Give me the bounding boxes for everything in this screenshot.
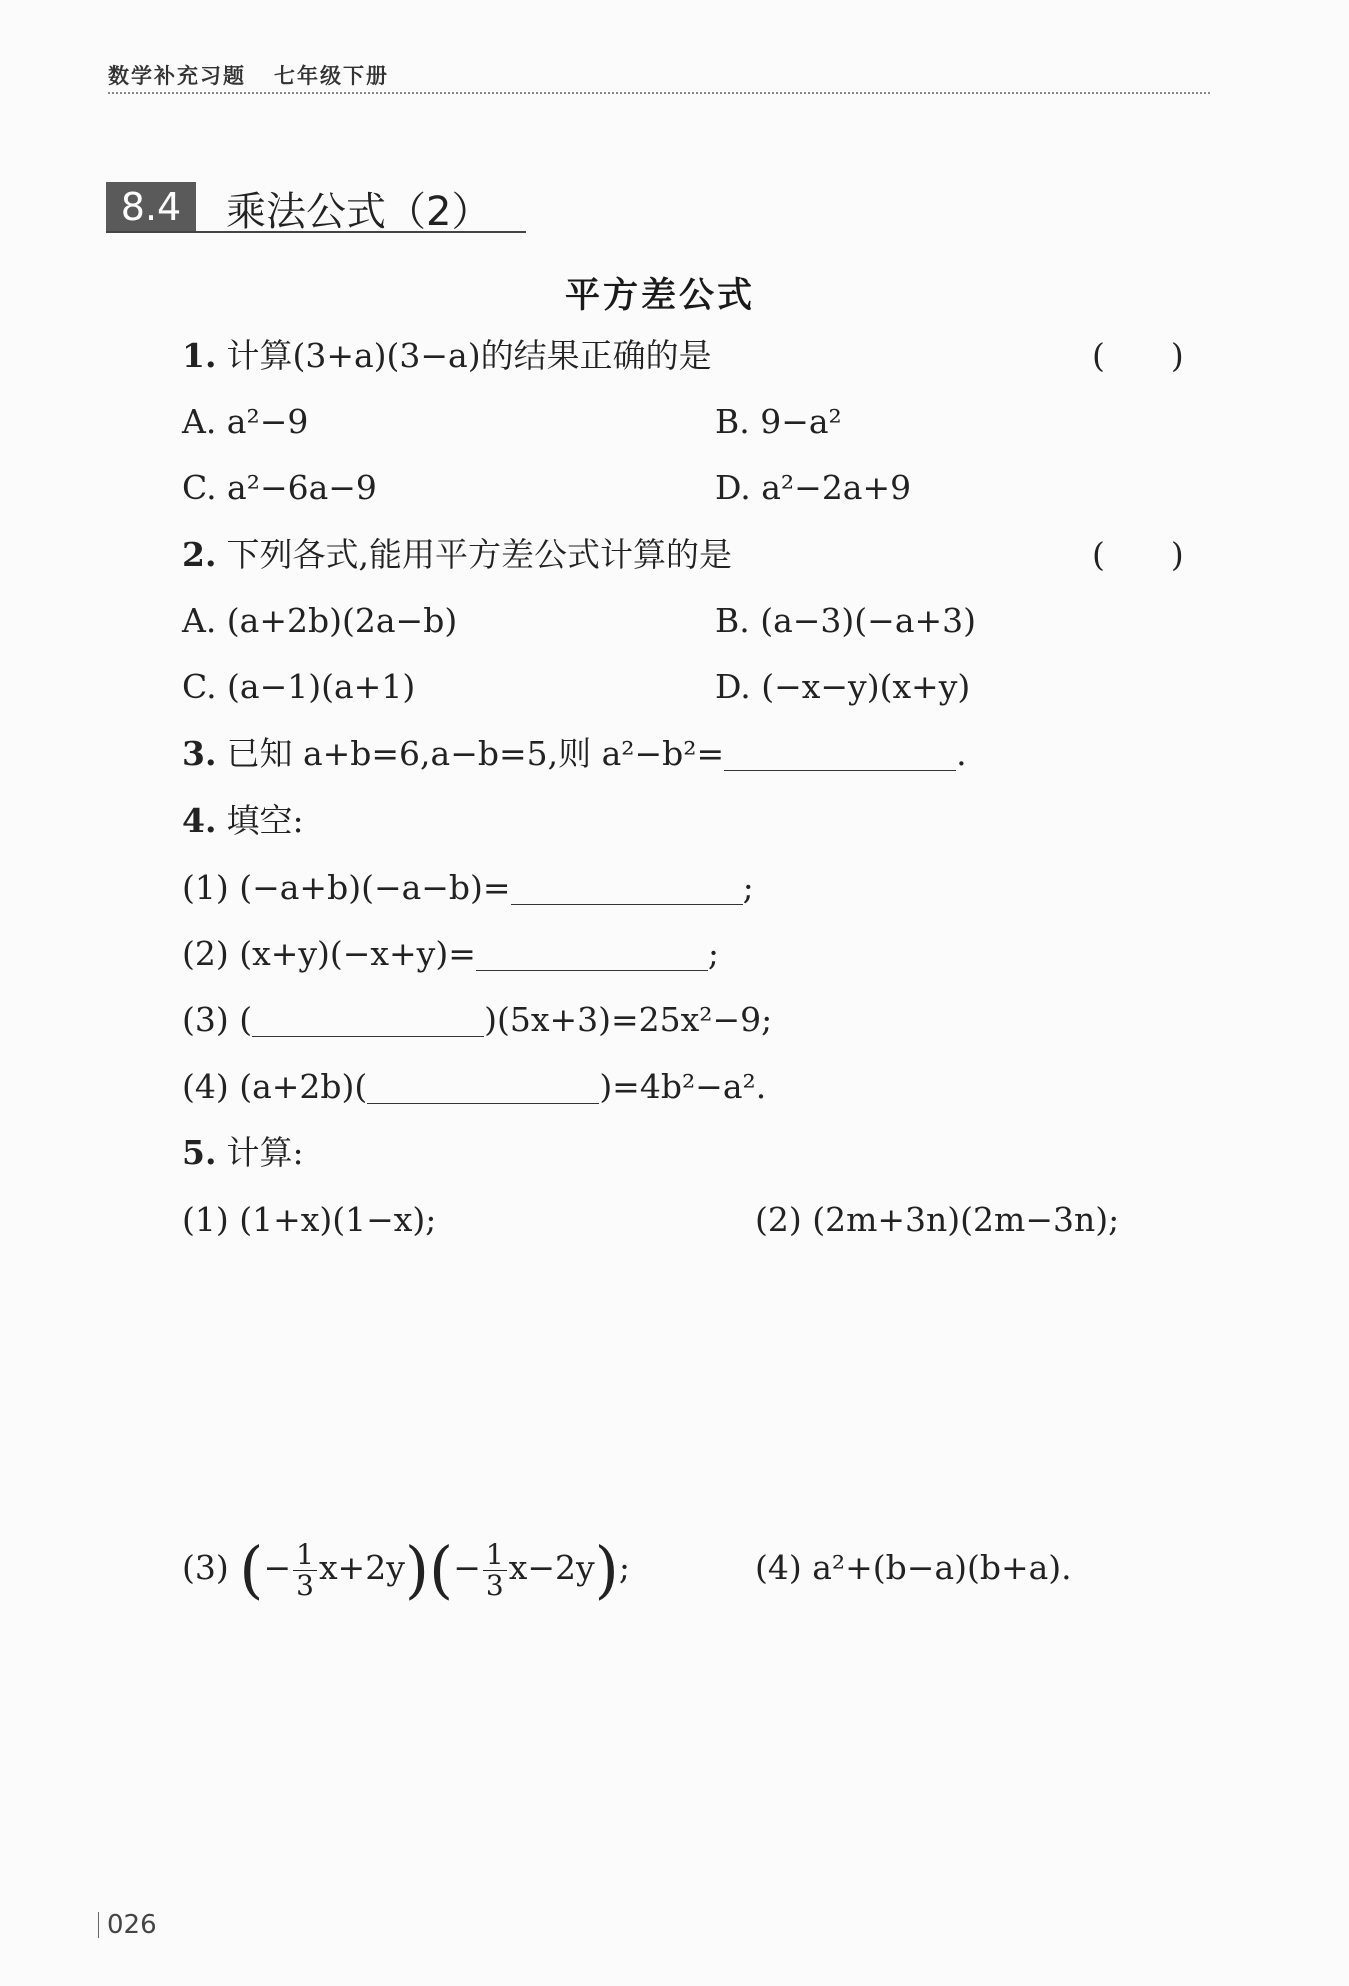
fraction bbox=[293, 1540, 317, 1600]
q4-part-2 bbox=[182, 932, 719, 976]
option-d: D. (−x−y)(x+y) bbox=[715, 667, 971, 706]
question-3 bbox=[182, 732, 967, 776]
q5-part-4: (4) a²+(b−a)(b+a). bbox=[755, 1548, 1072, 1587]
option-a: A. (a+2b)(2a−b) bbox=[182, 601, 458, 640]
q4-part-3 bbox=[182, 998, 772, 1042]
expression-end: )=4b²−a². bbox=[599, 1067, 767, 1106]
denominator: 3 bbox=[485, 1568, 504, 1602]
option-b: B. (a−3)(−a+3) bbox=[715, 601, 977, 640]
left-paren: ( bbox=[239, 1533, 264, 1606]
question-number: 5. bbox=[182, 1133, 217, 1172]
expression-start: (3) ( bbox=[182, 1000, 253, 1039]
denominator: 3 bbox=[296, 1568, 314, 1602]
answer-blank[interactable] bbox=[724, 738, 956, 771]
question-text: 已知 a+b=6,a−b=5,则 a²−b²= bbox=[226, 734, 725, 773]
numerator: 1 bbox=[293, 1540, 317, 1570]
expression: x−2y bbox=[508, 1548, 595, 1587]
expression-start: (4) (a+2b)( bbox=[182, 1067, 368, 1106]
option-c: C. a²−6a−9 bbox=[182, 468, 377, 507]
question-number: 3. bbox=[182, 734, 217, 773]
answer-blank[interactable] bbox=[511, 872, 743, 905]
part-label: (3) bbox=[182, 1548, 229, 1587]
punctuation: ; bbox=[618, 1548, 630, 1587]
fraction bbox=[483, 1540, 507, 1600]
numerator: 1 bbox=[483, 1540, 507, 1570]
option-b: B. 9−a² bbox=[715, 402, 842, 441]
running-header bbox=[108, 60, 389, 90]
question-1 bbox=[182, 334, 712, 378]
option-a: A. a²−9 bbox=[182, 402, 309, 441]
expression: (2) (x+y)(−x+y)= bbox=[182, 934, 476, 973]
answer-blank[interactable] bbox=[367, 1071, 599, 1104]
left-paren: ( bbox=[429, 1533, 454, 1606]
question-text: 计算: bbox=[226, 1133, 304, 1172]
q5-part-1: (1) (1+x)(1−x); bbox=[182, 1200, 437, 1239]
q4-part-1 bbox=[182, 866, 754, 910]
sign: − bbox=[263, 1548, 292, 1587]
right-paren: ) bbox=[404, 1533, 430, 1606]
question-text: 填空: bbox=[226, 801, 304, 840]
question-text: 下列各式,能用平方差公式计算的是 bbox=[226, 535, 732, 574]
grade-label: 七年级下册 bbox=[274, 64, 389, 88]
punctuation: ; bbox=[742, 868, 754, 907]
answer-blank[interactable] bbox=[252, 1004, 484, 1037]
question-text: 计算(3+a)(3−a)的结果正确的是 bbox=[226, 336, 712, 375]
question-4 bbox=[182, 799, 304, 843]
question-number: 1. bbox=[182, 336, 217, 375]
question-number: 4. bbox=[182, 801, 217, 840]
sentence-end: . bbox=[956, 734, 967, 773]
answer-bracket: ( ) bbox=[1092, 336, 1184, 375]
question-2 bbox=[182, 533, 732, 577]
question-5 bbox=[182, 1131, 304, 1175]
expression-end: )(5x+3)=25x²−9; bbox=[484, 1000, 773, 1039]
question-number: 2. bbox=[182, 535, 217, 574]
punctuation: ; bbox=[707, 934, 719, 973]
answer-bracket: ( ) bbox=[1092, 535, 1184, 574]
sign: − bbox=[453, 1548, 481, 1587]
option-c: C. (a−1)(a+1) bbox=[182, 667, 416, 706]
answer-blank[interactable] bbox=[476, 938, 708, 971]
header-divider bbox=[108, 92, 1210, 94]
expression: x+2y bbox=[318, 1548, 405, 1587]
book-title: 数学补充习题 bbox=[108, 64, 246, 88]
expression: (1) (−a+b)(−a−b)= bbox=[182, 868, 511, 907]
q4-part-4 bbox=[182, 1065, 766, 1109]
option-d: D. a²−2a+9 bbox=[715, 468, 912, 507]
q5-part-2: (2) (2m+3n)(2m−3n); bbox=[755, 1200, 1120, 1239]
section-underline bbox=[106, 231, 526, 233]
section-number-badge: 8.4 bbox=[106, 182, 196, 232]
page-number: 026 bbox=[98, 1912, 157, 1938]
right-paren: ) bbox=[594, 1533, 619, 1606]
q5-part-3 bbox=[182, 1528, 630, 1608]
section-title: 乘法公式（2） bbox=[226, 189, 492, 235]
subsection-title: 平方差公式 bbox=[564, 276, 755, 316]
